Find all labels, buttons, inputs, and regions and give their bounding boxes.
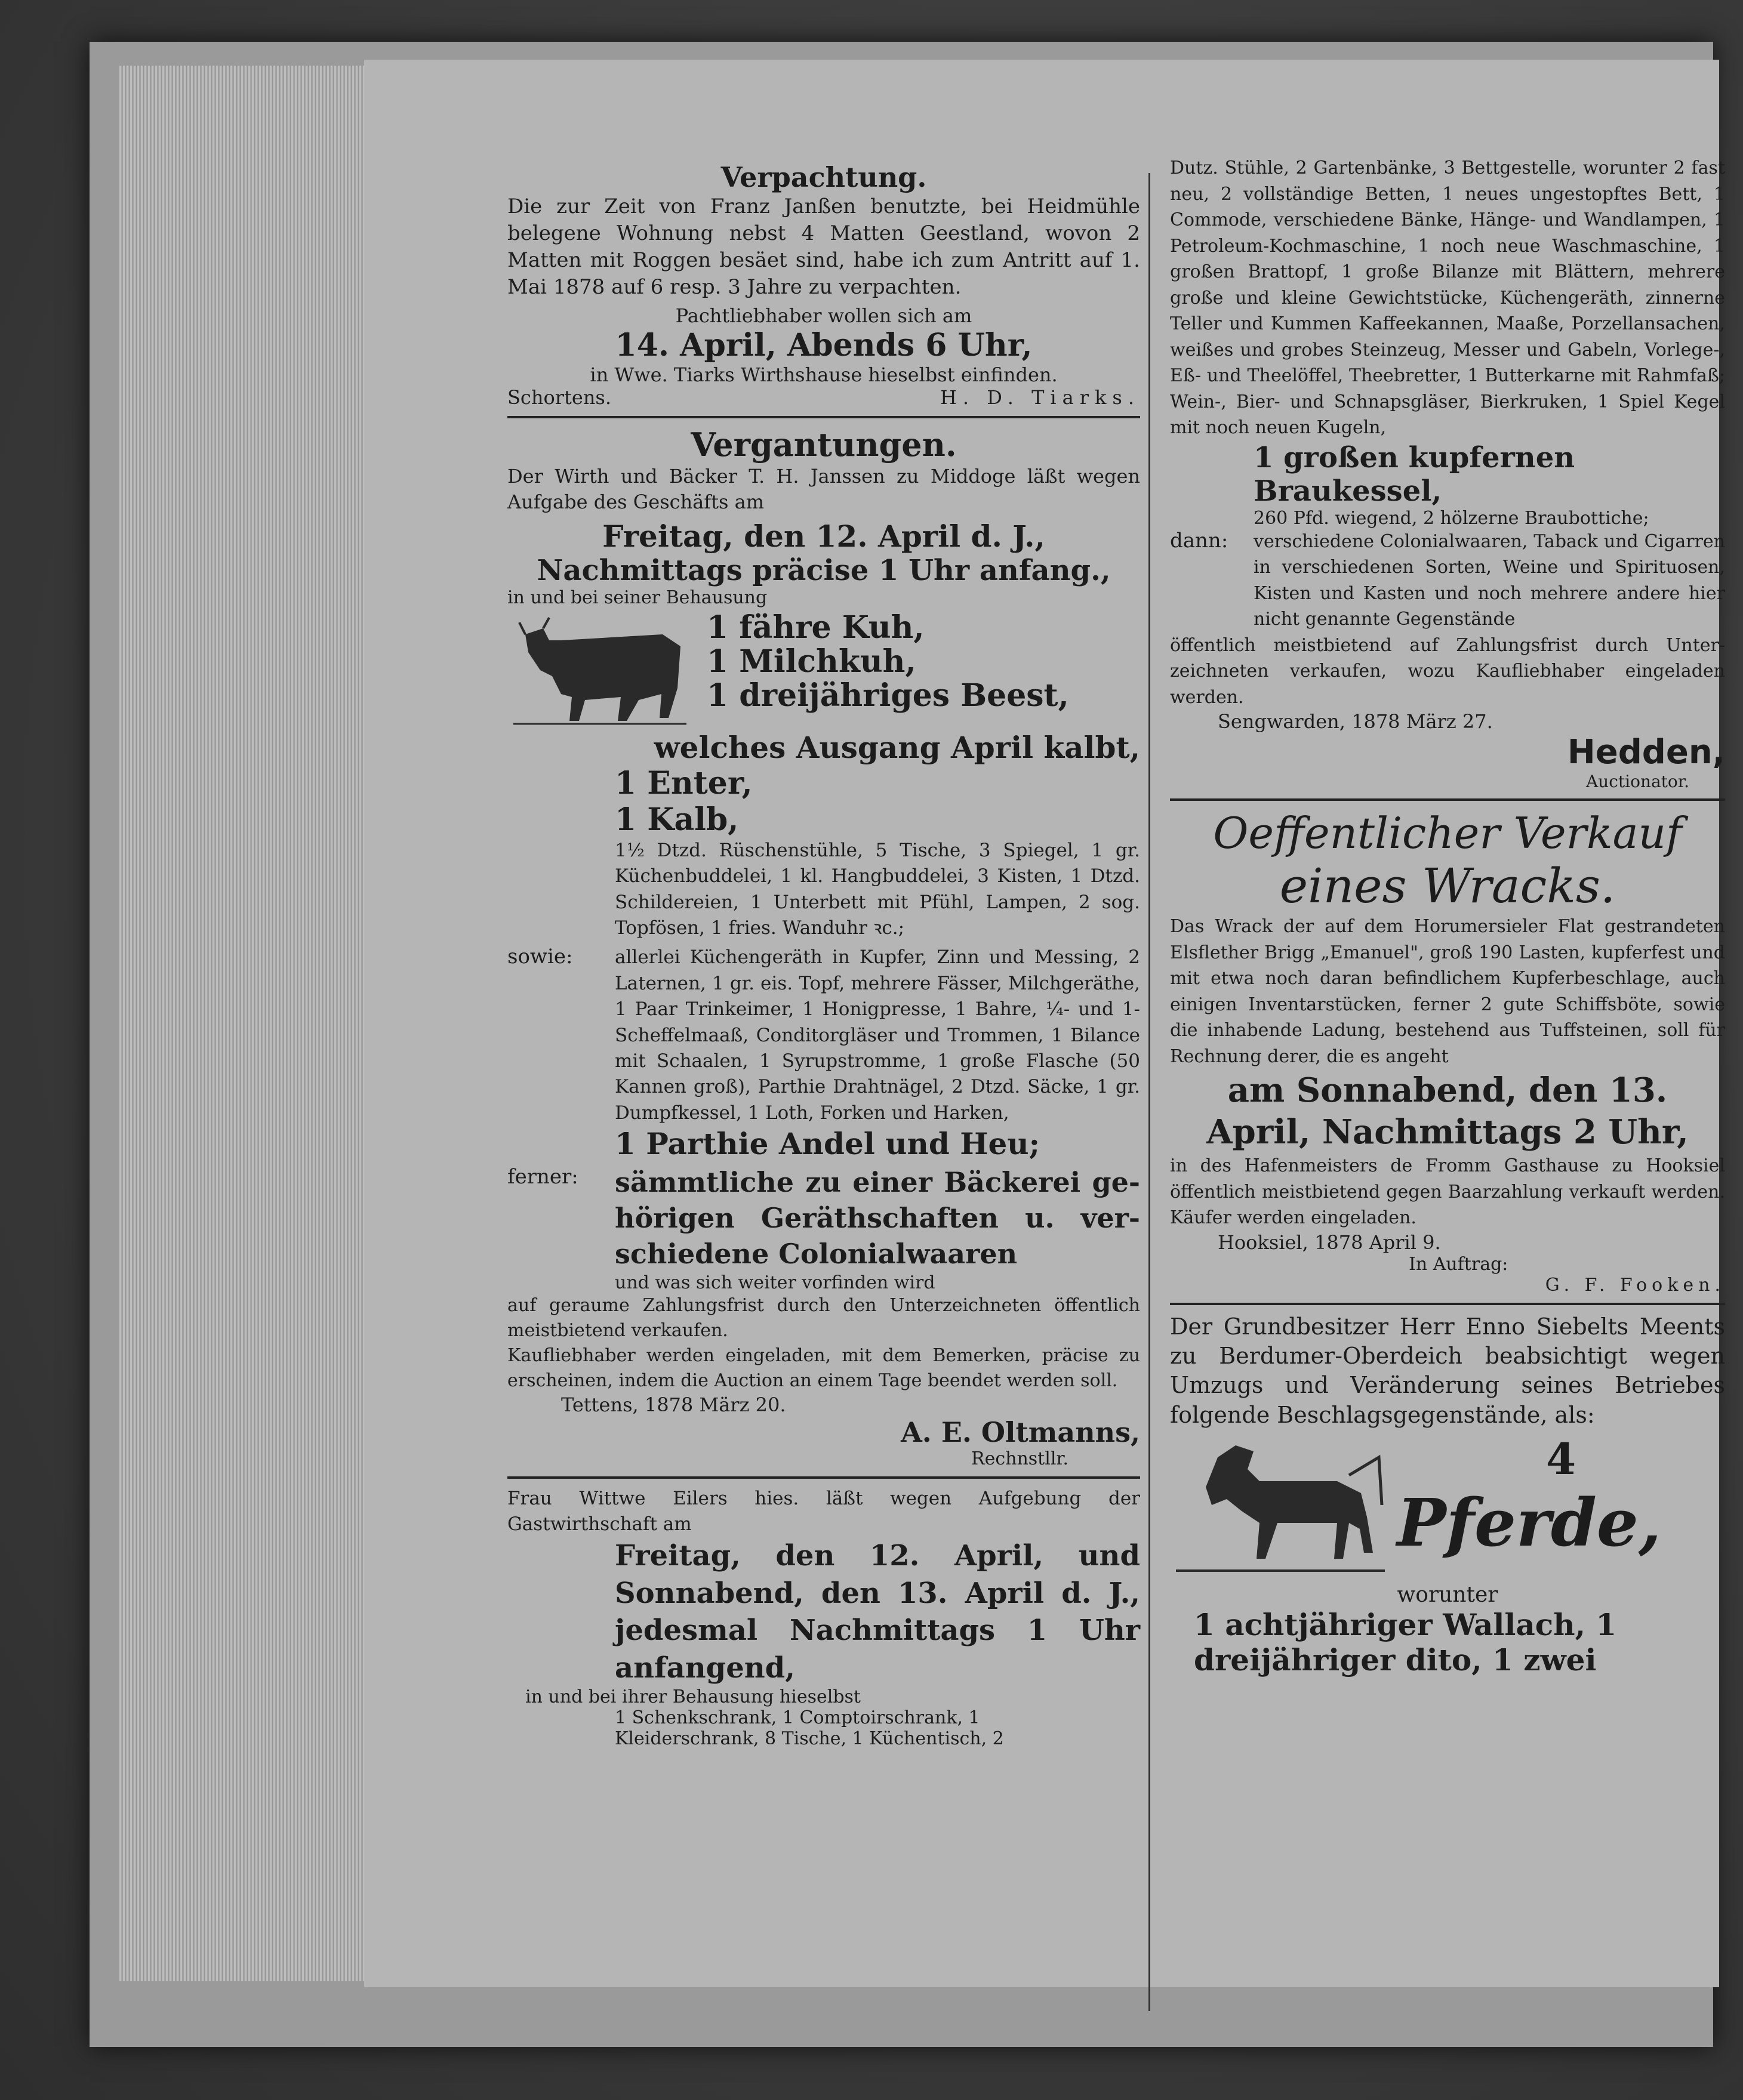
ad-rule	[507, 416, 1140, 418]
auction-item: 1 Parthie Andel und Heu;	[615, 1126, 1040, 1162]
ad-title: Verpachtung.	[720, 161, 927, 193]
ferner-label: ferner:	[507, 1165, 578, 1189]
ad-date: Freitag, den 12. April, und Sonnabend, den 13. April d. J., jedesmal Nachmittags 1 Uhr anfangend,	[615, 1539, 1140, 1685]
ad-rule	[1170, 1303, 1725, 1305]
auction-list: Dutz. Stühle, 2 Gartenbänke, 3 Bettgestelle, worunter 2 fast neu, 2 vollständige Betten, 1 neues ungestopftes Bett, 1 Commode, verschiedene Bänke, Hänge- und Wandlampen, 1 Petroleum-Kochmaschine, 1 noch neue Waschmaschine, 1 großen Brattopf, 1 große Bilanze mit Blättern, mehrere große und kleine Gewichtstücke, Küchengeräth, zinnerne Teller und Kummen Kaffeekannen, Maaße, Porzellansachen, weißes und grobes Steinzeug, Messer und Gabeln, Vorlege-, Eß- und Theelöffel, Theebretter, 1 Butterkarne mit Rahmfaß; Wein-, Bier- und Schnapsgläser, Bierkruken, 1 Spiel Kegel mit noch neuen Kugeln,	[1170, 158, 1725, 438]
ad-signature: A. E. Oltmanns,	[901, 1416, 1140, 1448]
ad-location: in und bei seiner Behausung	[507, 587, 768, 608]
ad-place-date: Sengwarden, 1878 März 27.	[1218, 710, 1493, 733]
auction-item: 1 großen kupfernen Braukessel,	[1254, 440, 1575, 508]
auction-item: 1 Milchkuh,	[707, 643, 916, 680]
ad-date: 14. April, Abends 6 Uhr,	[615, 326, 1033, 363]
auction-item: dreijähriger dito, 1 zwei	[1194, 1642, 1597, 1678]
auction-list: 260 Pfd. wiegend, 2 hölzerne Braubottiche;	[1254, 507, 1649, 529]
ad-outro: Kaufliebhaber werden eingeladen, mit dem Bemerken, präcise zu erscheinen, indem die Auction an einem Tage beendet werden soll.	[507, 1345, 1140, 1391]
auction-item: 1 dreijähriges Beest,	[707, 677, 1069, 714]
ad-date: am Sonnabend, den 13. April, Nachmittags 2 Uhr,	[1206, 1071, 1689, 1152]
ad-pferde	[1170, 1312, 1725, 1678]
ad-body: Die zur Zeit von Franz Janßen benutzte, bei Heidmühle belegene Wohnung nebst 4 Matten Geestland, wovon 2 Matten mit Roggen besäet sind, habe ich zum Antritt auf 1. Mai 1878 auf 6 resp. 3 Jahre zu verpachten.	[507, 195, 1140, 299]
auction-list: verschiedene Colonialwaaren, Taback und Cigarren in verschiedenen Sorten, Weine und Spirituosen, Kisten und Kasten und noch mehrere andere hier nicht genannte Gegenstände	[1254, 531, 1725, 630]
auction-item: 1 fähre Kuh,	[707, 609, 925, 646]
auction-item: 1 Enter,	[615, 764, 753, 801]
right-column	[1170, 155, 1725, 1677]
ad-invite: Pachtliebhaber wollen sich am	[675, 304, 972, 327]
ad-title: Oeffentlicher Verkauf	[1213, 808, 1682, 858]
cow-illustration-icon	[507, 610, 692, 730]
sowie-label: sowie:	[507, 945, 573, 969]
ad-signature: Hedden,	[1567, 733, 1725, 772]
ad-outro: auf geraume Zahlungsfrist durch den Unterzeichneten öffentlich meistbietend verkaufen.	[507, 1294, 1140, 1341]
ad-intro: Frau Wittwe Eilers hies. läßt wegen Aufgebung der Gastwirthschaft am	[507, 1487, 1140, 1535]
ad-place-date: Hooksiel, 1878 April 9.	[1218, 1231, 1441, 1254]
left-column	[507, 161, 1140, 1749]
ad-title: eines Wracks.	[1279, 858, 1616, 914]
ad-rule	[1170, 798, 1725, 801]
horse-count: 4	[1545, 1433, 1576, 1485]
ad-rule	[507, 1476, 1140, 1479]
ad-sig-title: Rechnstllr.	[971, 1448, 1068, 1469]
ad-intro: Der Grundbesitzer Herr Enno Siebelts Meents zu Berdumer-Oberdeich beabsichtigt wegen Umzugs und Veränderung seines Betriebes folgende Beschlagsgegenstände, als:	[1170, 1313, 1725, 1428]
auction-list: allerlei Küchengeräth in Kupfer, Zinn und Messing, 2 Laternen, 1 gr. eis. Topf, mehrere Fässer, Milchgeräthe, 1 Paar Trinkeimer, 1 Honigpresse, 1 Bahre, ¼- und 1- Scheffelmaaß, Conditorgläser und Trommen, 1 Bilance mit Schaalen, 1 Syrupstromme, 1 große Flasche (50 Kannen groß), Parthie Drahtnägel, 2 Dtzd. Säcke, 1 gr. Dumpfkessel, 1 Loth, Forken und Harken,	[615, 946, 1140, 1124]
auction-item: 1 achtjähriger Wallach, 1	[1194, 1607, 1617, 1643]
ad-worunter: worunter	[1397, 1583, 1498, 1608]
ad-intro: Der Wirth und Bäcker T. H. Janssen zu Middoge läßt wegen Aufgabe des Geschäfts am	[507, 464, 1140, 513]
ad-outro: öffentlich meistbietend auf Zahlungsfrist durch Unterzeichneten verkaufen, wozu Kaufliebhaber eingeladen werden.	[1170, 634, 1725, 708]
auction-list: 1½ Dtzd. Rüschenstühle, 5 Tische, 3 Spiegel, 1 gr. Küchenbuddelei, 1 kl. Hangbuddelei, 3 Kisten, 1 Dtzd. Schildereien, 1 Unterbett mit Pfühl, Lampen, 2 sog. Topfösen, 1 fries. Wanduhr ꝛc.;	[615, 839, 1140, 939]
ad-location: in des Hafenmeisters de Fromm Gasthause zu Hooksiel öffentlich meistbietend gegen Baarzahlung verkauft werden. Käufer werden eingeladen.	[1170, 1155, 1725, 1228]
ad-date: Freitag, den 12. April d. J.,	[602, 518, 1045, 554]
column-divider	[1148, 173, 1150, 2011]
ad-signature: H. D. Tiarks.	[940, 386, 1140, 409]
ad-vergantungen	[507, 425, 1140, 1469]
ad-location: in und bei ihrer Behausung hieselbst	[525, 1686, 861, 1707]
ad-signature: G. F. Fooken.	[1545, 1274, 1725, 1296]
auction-item: Pferde,	[1397, 1484, 1662, 1562]
ad-outro: und was sich weiter vorfinden wird	[615, 1272, 935, 1293]
ad-time: Nachmittags präcise 1 Uhr anfang.,	[537, 553, 1111, 587]
dann-label: dann:	[1170, 528, 1228, 553]
ad-auftrag: In Auftrag:	[1409, 1253, 1508, 1275]
auction-list: Kleiderschrank, 8 Tische, 1 Küchentisch, 2	[615, 1728, 1004, 1749]
ad-body: Das Wrack der auf dem Horumersieler Flat gestrandeten Elsflether Brigg „Emanuel", groß 190 Lasten, kupferfest und mit etwa noch daran befindlichem Kupferbeschlage, auch einigen Inventarstücken, ferner 2 gute Schiffsböte, sowie die inhabende Ladung, bestehend aus Tuffsteinen, soll für Rechnung derer, die es angeht	[1170, 916, 1725, 1067]
auction-item: 1 Kalb,	[615, 801, 739, 838]
auction-list: 1 Schenkschrank, 1 Comptoirschrank, 1	[615, 1707, 980, 1728]
ad-verpachtung	[507, 161, 1140, 409]
page-edges	[119, 66, 370, 1981]
ad-sengwarden	[1170, 155, 1725, 791]
ad-location: in Wwe. Tiarks Wirthshause hieselbst einfinden.	[590, 363, 1058, 386]
ad-sig-title: Auctionator.	[1585, 772, 1689, 791]
ad-title: Vergantungen.	[691, 425, 957, 464]
auction-list: sämmtliche zu einer Bäckerei gehörigen Geräthschaften u. verschiedene Colonialwaaren	[615, 1166, 1140, 1270]
horse-illustration-icon	[1170, 1433, 1391, 1583]
ad-eilers	[507, 1486, 1140, 1749]
ad-wrack	[1170, 808, 1725, 1296]
ad-place: Schortens.	[507, 386, 612, 409]
auction-item: welches Ausgang April kalbt,	[654, 729, 1140, 765]
ad-place-date: Tettens, 1878 März 20.	[561, 1393, 786, 1416]
